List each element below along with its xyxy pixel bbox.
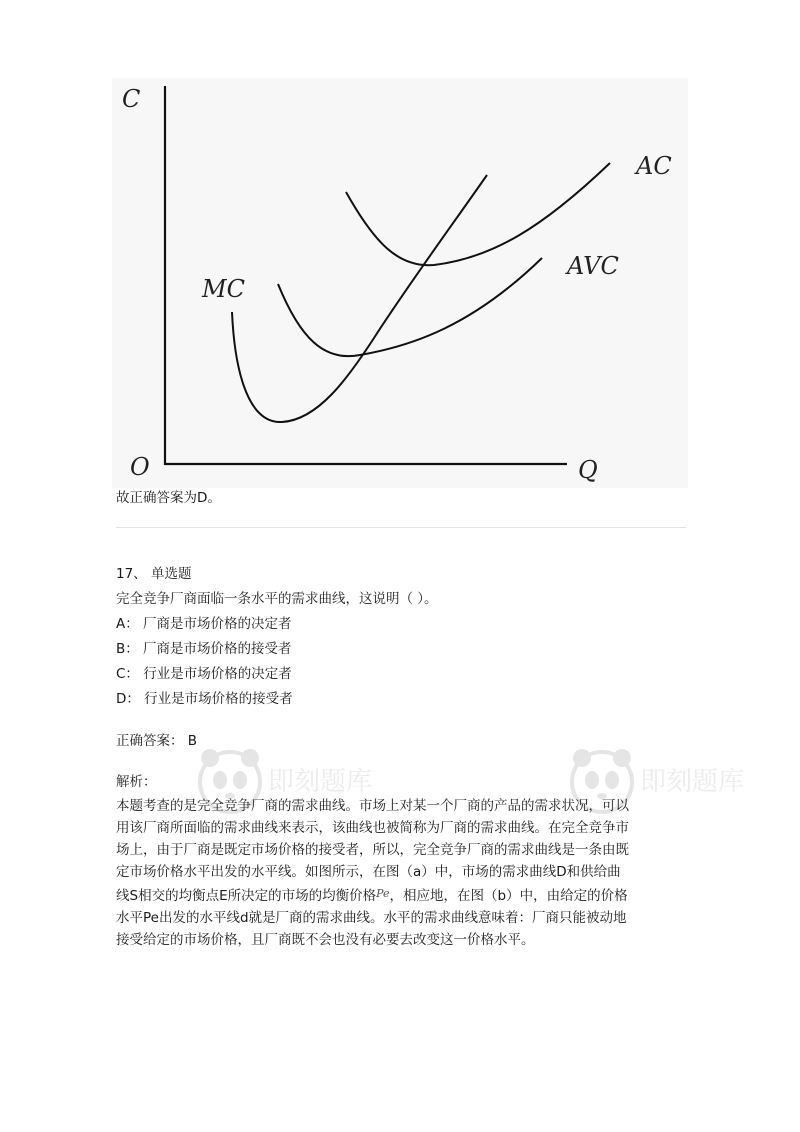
analysis-text: 线S相交的均衡点E所决定的市场的均衡价格 [116,888,377,904]
y-axis-label: C [122,85,141,113]
avc-label: AVC [567,252,619,280]
question-stem: 完全竞争厂商面临一条水平的需求曲线，这说明（ ）。 [116,591,438,607]
correct-answer: 正确答案： B [116,733,198,749]
panda-logo-icon [572,749,632,812]
watermark-left [196,740,373,830]
watermark-text: 即刻题库 [640,767,745,797]
section-divider [116,527,686,528]
cost-curve-svg [112,78,688,488]
mc-label: MC [202,275,245,303]
analysis-line: 接受给定的市场价格，且厂商既不会也没有必要去改变这一价格水平。 [116,932,535,948]
watermark-text: 即刻题库 [268,767,373,797]
analysis-line: 定市场价格水平出发的水平线。如图所示，在图（a）中，市场的需求曲线D和供给曲 [116,864,621,880]
analysis-label: 解析： [116,774,157,790]
origin-label: O [130,453,150,481]
ac-label: AC [636,152,672,180]
panda-logo-icon [200,749,260,812]
analysis-line: 用该厂商所面临的需求曲线来表示，该曲线也被简称为厂商的需求曲线。在完全竞争市 [116,820,629,836]
option-a[interactable]: A： 厂商是市场价格的决定者 [116,616,292,632]
analysis-text: ，相应地，在图（b）中，由给定的价格 [389,888,628,904]
option-c[interactable]: C： 行业是市场价格的决定者 [116,666,292,682]
option-b[interactable]: B： 厂商是市场价格的接受者 [116,641,292,657]
equilibrium-price-symbol: Pe [376,887,390,900]
analysis-line: 场上，由于厂商是既定市场价格的接受者，所以，完全竞争厂商的需求曲线是一条由既 [116,842,629,858]
figure-background [112,78,688,488]
option-d[interactable]: D： 行业是市场价格的接受者 [116,691,293,707]
previous-conclusion: 故正确答案为D。 [116,490,221,506]
watermark-right [568,740,745,830]
analysis-line: 本题考查的是完全竞争厂商的需求曲线。市场上对某一个厂商的产品的需求状况，可以 [116,798,629,814]
analysis-line [116,883,696,907]
analysis-line: 水平Pe出发的水平线d就是厂商的需求曲线。水平的需求曲线意味着：厂商只能被动地 [116,910,627,926]
x-axis-label: Q [578,456,598,484]
cost-curve-figure [112,78,688,488]
question-header: 17、 单选题 [116,566,192,582]
